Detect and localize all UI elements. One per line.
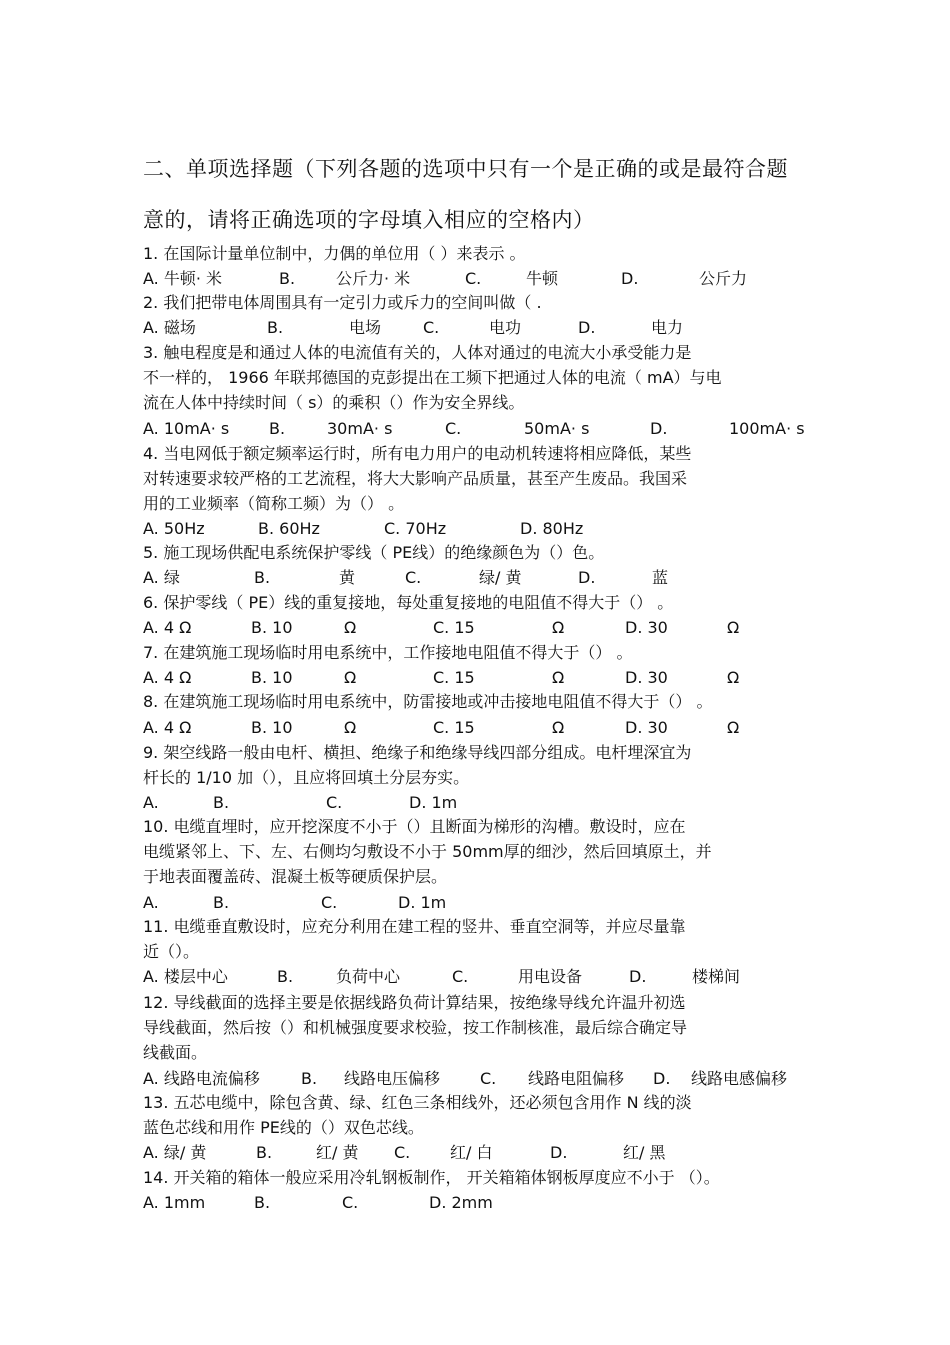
option-text: D. bbox=[650, 419, 668, 438]
option-text: 红/ 黑 bbox=[623, 1143, 666, 1162]
option-text: B. bbox=[277, 967, 294, 986]
option-text: B. 60Hz bbox=[258, 519, 320, 538]
option-text: C. 15 bbox=[433, 618, 475, 637]
option-text: C. bbox=[321, 893, 338, 912]
question-text-line: 12. 导线截面的选择主要是依据线路负荷计算结果，按绝缘导线允许温升初选 bbox=[143, 993, 686, 1012]
option-text: 电场 bbox=[349, 318, 382, 337]
question-text-line: 9. 架空线路一般由电杆、横担、绝缘子和绝缘导线四部分组成。电杆埋深宜为 bbox=[143, 743, 692, 762]
option-text: D. 1m bbox=[409, 793, 458, 812]
option-text: C. 70Hz bbox=[384, 519, 447, 538]
option-text: B. bbox=[267, 318, 284, 337]
option-text: D. bbox=[653, 1069, 671, 1088]
option-text: A. 4 Ω bbox=[143, 718, 192, 737]
option-text: B. bbox=[254, 568, 271, 587]
option-text: A. 4 Ω bbox=[143, 618, 192, 637]
option-text: D. 30 bbox=[625, 668, 668, 687]
options-row bbox=[143, 317, 823, 339]
question-text-line: 近（）。 bbox=[143, 942, 200, 961]
option-text: B. 10 bbox=[251, 618, 293, 637]
question-text-line: 14. 开关箱的箱体一般应采用冷轧钢板制作， 开关箱箱体钢板厚度应不小于 （）。 bbox=[143, 1168, 720, 1187]
option-text: D. bbox=[550, 1143, 568, 1162]
question-text-line: 11. 电缆垂直敷设时，应充分利用在建工程的竖井、垂直空洞等，并应尽量靠 bbox=[143, 917, 686, 936]
option-text: C. bbox=[342, 1193, 359, 1212]
option-text: Ω bbox=[552, 718, 565, 737]
option-text: C. 15 bbox=[433, 718, 475, 737]
option-text: D. bbox=[578, 318, 596, 337]
question-text-line: 蓝色芯线和用作 PE线的（）双色芯线。 bbox=[143, 1118, 424, 1137]
option-text: A. 绿/ 黄 bbox=[143, 1143, 207, 1162]
option-text: B. bbox=[213, 793, 230, 812]
option-text: C. bbox=[452, 967, 469, 986]
question-text-line: 于地表面覆盖砖、混凝土板等硬质保护层。 bbox=[143, 867, 448, 886]
question-text-line: 6. 保护零线（ PE）线的重复接地，每处重复接地的电阻值不得大于（） 。 bbox=[143, 593, 674, 612]
options-row bbox=[143, 717, 823, 739]
option-text: D. bbox=[621, 269, 639, 288]
option-text: 电力 bbox=[651, 318, 684, 337]
question-text-line: 2. 我们把带电体周围具有一定引力或斥力的空间叫做（ . bbox=[143, 293, 542, 312]
options-row bbox=[143, 1192, 823, 1214]
option-text: A. bbox=[143, 893, 159, 912]
option-text: 50mA· s bbox=[524, 419, 590, 438]
option-text: 公斤力 bbox=[699, 269, 748, 288]
option-text: D. 1m bbox=[398, 893, 447, 912]
option-text: Ω bbox=[727, 668, 740, 687]
question-text-line: 10. 电缆直埋时，应开挖深度不小于（）且断面为梯形的沟槽。敷设时，应在 bbox=[143, 817, 686, 836]
option-text: C. bbox=[480, 1069, 497, 1088]
heading-line-2: 意的，请将正确选项的字母填入相应的空格内） bbox=[143, 208, 595, 232]
option-text: Ω bbox=[344, 618, 357, 637]
option-text: Ω bbox=[344, 718, 357, 737]
question-text-line: 1. 在国际计量单位制中，力偶的单位用（ ）来表示 。 bbox=[143, 244, 526, 263]
option-text: C. bbox=[394, 1143, 411, 1162]
option-text: D. 80Hz bbox=[520, 519, 584, 538]
option-text: 线路电压偏移 bbox=[344, 1069, 441, 1088]
option-text: 公斤力· 米 bbox=[336, 269, 411, 288]
question-text-line: 流在人体中持续时间（ s）的乘积（）作为安全界线。 bbox=[143, 393, 525, 412]
option-text: B. bbox=[254, 1193, 271, 1212]
option-text: 红/ 黄 bbox=[316, 1143, 359, 1162]
question-text-line: 13. 五芯电缆中，除包含黄、绿、红色三条相线外，还必须包含用作 N 线的淡 bbox=[143, 1093, 692, 1112]
options-row bbox=[143, 567, 823, 589]
option-text: D. 30 bbox=[625, 718, 668, 737]
question-text-line: 电缆紧邻上、下、左、右侧均匀敷设不小于 50mm厚的细沙，然后回填原土，并 bbox=[143, 842, 712, 861]
question-text-line: 线截面。 bbox=[143, 1043, 208, 1062]
options-row bbox=[143, 268, 823, 290]
option-text: Ω bbox=[344, 668, 357, 687]
option-text: C. bbox=[326, 793, 343, 812]
option-text: 线路电阻偏移 bbox=[528, 1069, 625, 1088]
question-text-line: 对转速要求较严格的工艺流程，将大大影响产品质量，甚至产生废品。我国采 bbox=[143, 469, 688, 488]
option-text: Ω bbox=[552, 668, 565, 687]
option-text: C. 15 bbox=[433, 668, 475, 687]
question-text-line: 8. 在建筑施工现场临时用电系统中，防雷接地或冲击接地电阻值不得大于（） 。 bbox=[143, 692, 713, 711]
option-text: D. 30 bbox=[625, 618, 668, 637]
options-row bbox=[143, 1068, 823, 1090]
option-text: A. 50Hz bbox=[143, 519, 205, 538]
option-text: D. bbox=[578, 568, 596, 587]
option-text: B. bbox=[256, 1143, 273, 1162]
option-text: A. 1mm bbox=[143, 1193, 206, 1212]
options-row bbox=[143, 792, 823, 814]
option-text: A. bbox=[143, 793, 159, 812]
option-text: C. bbox=[405, 568, 422, 587]
option-text: C. bbox=[445, 419, 462, 438]
option-text: B. 10 bbox=[251, 718, 293, 737]
option-text: 绿/ 黄 bbox=[479, 568, 522, 587]
options-row bbox=[143, 966, 823, 988]
option-text: 牛顿 bbox=[526, 269, 559, 288]
option-text: 30mA· s bbox=[327, 419, 393, 438]
option-text: Ω bbox=[727, 618, 740, 637]
option-text: C. bbox=[423, 318, 440, 337]
question-text-line: 导线截面，然后按（）和机械强度要求校验，按工作制核准，最后综合确定导 bbox=[143, 1018, 688, 1037]
option-text: D. bbox=[629, 967, 647, 986]
question-text-line: 不一样的， 1966 年联邦德国的克彭提出在工频下把通过人体的电流（ mA）与电 bbox=[143, 368, 722, 387]
option-text: A. 绿 bbox=[143, 568, 180, 587]
question-text-line: 用的工业频率（简称工频）为（） 。 bbox=[143, 494, 405, 513]
option-text: Ω bbox=[552, 618, 565, 637]
option-text: 100mA· s bbox=[729, 419, 805, 438]
option-text: A. 线路电流偏移 bbox=[143, 1069, 260, 1088]
option-text: B. bbox=[301, 1069, 318, 1088]
option-text: Ω bbox=[727, 718, 740, 737]
option-text: 蓝 bbox=[652, 568, 669, 587]
option-text: 用电设备 bbox=[518, 967, 583, 986]
option-text: B. bbox=[269, 419, 286, 438]
options-row bbox=[143, 617, 823, 639]
option-text: B. 10 bbox=[251, 668, 293, 687]
option-text: C. bbox=[465, 269, 482, 288]
heading-line-1: 二、单项选择题（下列各题的选项中只有一个是正确的或是最符合题 bbox=[143, 157, 788, 181]
option-text: A. 牛顿· 米 bbox=[143, 269, 223, 288]
option-text: A. 楼层中心 bbox=[143, 967, 228, 986]
option-text: D. 2mm bbox=[429, 1193, 493, 1212]
option-text: A. 10mA· s bbox=[143, 419, 230, 438]
option-text: 楼梯间 bbox=[692, 967, 741, 986]
option-text: A. 磁场 bbox=[143, 318, 196, 337]
option-text: B. bbox=[279, 269, 296, 288]
question-text-line: 3. 触电程度是和通过人体的电流值有关的，人体对通过的电流大小承受能力是 bbox=[143, 343, 692, 362]
options-row bbox=[143, 1142, 823, 1164]
options-row bbox=[143, 518, 823, 540]
options-row bbox=[143, 892, 823, 914]
option-text: 红/ 白 bbox=[450, 1143, 493, 1162]
question-text-line: 杆长的 1/10 加（），且应将回填土分层夯实。 bbox=[143, 768, 470, 787]
options-row bbox=[143, 667, 823, 689]
option-text: 电功 bbox=[489, 318, 522, 337]
option-text: 黄 bbox=[339, 568, 356, 587]
option-text: 负荷中心 bbox=[336, 967, 401, 986]
options-row bbox=[143, 418, 823, 440]
option-text: 线路电感偏移 bbox=[691, 1069, 788, 1088]
question-text-line: 4. 当电网低于额定频率运行时，所有电力用户的电动机转速将相应降低，某些 bbox=[143, 444, 692, 463]
question-text-line: 5. 施工现场供配电系统保护零线（ PE线）的绝缘颜色为（）色。 bbox=[143, 543, 605, 562]
question-text-line: 7. 在建筑施工现场临时用电系统中，工作接地电阻值不得大于（） 。 bbox=[143, 643, 633, 662]
option-text: A. 4 Ω bbox=[143, 668, 192, 687]
option-text: B. bbox=[213, 893, 230, 912]
